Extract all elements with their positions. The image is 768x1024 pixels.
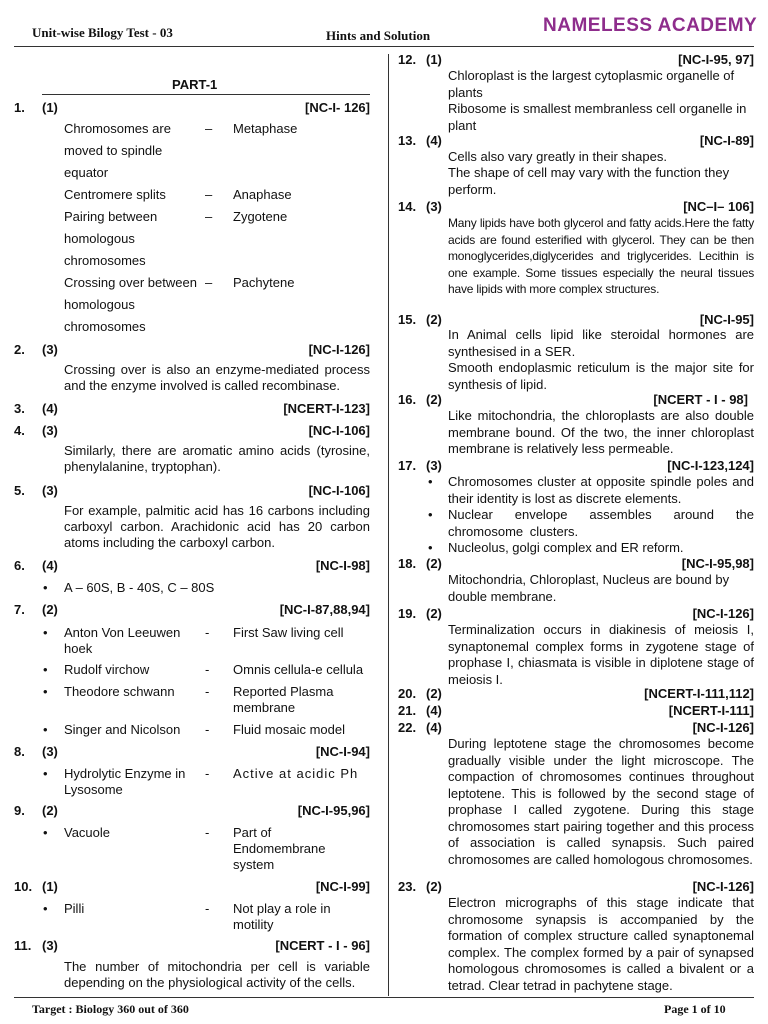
question-number: 17. xyxy=(398,458,417,473)
explanation-text: Cells also vary greatly in their shapes. xyxy=(448,149,667,164)
answer-option: (2) xyxy=(426,879,442,894)
reference-tag: [NC-I-89] xyxy=(699,133,754,148)
question-number: 14. xyxy=(398,199,417,214)
question-number: 20. xyxy=(398,686,417,701)
answer-option: (2) xyxy=(42,602,58,617)
answer-option: (3) xyxy=(42,744,58,759)
question-number: 15. xyxy=(398,312,417,327)
explanation-text: Mitochondria, Chloroplast, Nucleus are bound by double membrane. xyxy=(448,572,730,604)
reference-tag: [NC-I-95] xyxy=(699,312,754,327)
bullet-text: Nucleolus, golgi complex and ER reform. xyxy=(448,540,684,555)
match-left: Centromere splits xyxy=(64,187,166,202)
match-left: Pairing between homologous chromosomes xyxy=(64,209,158,268)
explanation-text: For example, palmitic acid has 16 carbons including carboxyl carbon. Arachidonic acid has 20 carbon atoms including the carboxyl carbon. xyxy=(64,503,370,550)
question-number: 9. xyxy=(14,803,25,818)
explanation-text: The shape of cell may vary with the function they perform. xyxy=(448,165,730,197)
match-right: Anaphase xyxy=(233,187,292,202)
header-divider xyxy=(14,46,754,47)
bullet-dot: • xyxy=(428,507,433,522)
bullet-dot: • xyxy=(43,901,48,916)
match-left: Anton Von Leeuwen hoek xyxy=(64,625,181,656)
answer-option: (3) xyxy=(42,423,58,438)
question-number: 7. xyxy=(14,602,25,617)
bullet-dot: • xyxy=(43,722,48,737)
explanation-text: Like mitochondria, the chloroplasts are also double membrane bound. Of the two, the inner chloroplast membrane is relatively less permeable. xyxy=(448,408,754,456)
bullet-dot: • xyxy=(43,825,48,840)
explanation-text: Terminalization occurs in diakinesis of meiosis I, synaptonemal complex forms in zygotene stage of prophase I, chiasmata is visible in diplotene stage of meiosis I. xyxy=(448,622,754,687)
match-dash: – xyxy=(205,275,213,290)
match-right: First Saw living cell xyxy=(233,625,344,640)
answer-option: (2) xyxy=(426,392,442,407)
explanation-text: Ribosome is smallest membranless cell organelle in plant xyxy=(448,101,747,133)
match-dash: - xyxy=(205,684,210,699)
question-number: 22. xyxy=(398,720,417,735)
reference-tag: [NCERT-I-111] xyxy=(668,703,754,718)
question-number: 4. xyxy=(14,423,25,438)
bullet-dot: • xyxy=(43,684,48,699)
match-right: Metaphase xyxy=(233,121,298,136)
match-right: Part of Endomembrane system xyxy=(233,825,326,872)
match-right: Fluid mosaic model xyxy=(233,722,345,737)
answer-option: (4) xyxy=(42,401,58,416)
match-dash: - xyxy=(205,722,210,737)
answer-option: (2) xyxy=(426,312,442,327)
reference-tag: [NCERT-I-111,112] xyxy=(644,686,754,701)
question-number: 3. xyxy=(14,401,25,416)
question-number: 19. xyxy=(398,606,417,621)
answer-option: (4) xyxy=(426,133,442,148)
answer-option: (2) xyxy=(426,556,442,571)
reference-tag: [NC–I– 106] xyxy=(683,199,754,214)
match-left: Hydrolytic Enzyme in Lysosome xyxy=(64,766,186,797)
match-left: Theodore schwann xyxy=(64,684,175,699)
match-dash: – xyxy=(205,187,213,202)
explanation-text: Chloroplast is the largest cytoplasmic organelle of plants xyxy=(448,68,735,100)
answer-option: (3) xyxy=(42,938,58,953)
reference-tag: [NC-I-99] xyxy=(315,879,370,894)
answer-option: (3) xyxy=(426,458,442,473)
reference-tag: [NC-I-126] xyxy=(692,720,754,735)
reference-tag: [NC-I-123,124] xyxy=(667,458,754,473)
reference-tag: [NC-I-106] xyxy=(308,483,370,498)
answer-option: (2) xyxy=(426,686,442,701)
bullet-text: A – 60S, B - 40S, C – 80S xyxy=(64,580,215,595)
match-right: Not play a role in motility xyxy=(233,901,331,932)
explanation-text: Crossing over is also an enzyme-mediated process and the enzyme involved is called recombinase. xyxy=(64,362,370,393)
question-number: 18. xyxy=(398,556,417,571)
reference-tag: [NC-I-106] xyxy=(308,423,370,438)
match-left: Rudolf virchow xyxy=(64,662,150,677)
question-number: 13. xyxy=(398,133,417,148)
explanation-text: Smooth endoplasmic reticulum is the major site for synthesis of lipid. xyxy=(448,360,754,392)
question-number: 21. xyxy=(398,703,417,718)
question-number: 1. xyxy=(14,100,25,115)
match-dash: - xyxy=(205,901,210,916)
bullet-text: Chromosomes cluster at opposite spindle poles and their identity is lost as discrete elements. xyxy=(448,474,754,506)
brand-logo: NAMELESS ACADEMY xyxy=(543,15,758,36)
footer-divider xyxy=(14,997,754,998)
question-number: 8. xyxy=(14,744,25,759)
answer-option: (1) xyxy=(42,100,58,115)
reference-tag: [NC-I-87,88,94] xyxy=(279,602,370,617)
part-divider xyxy=(42,94,370,95)
match-left: Singer and Nicolson xyxy=(64,722,181,737)
bullet-text: Nuclear envelope assembles around the chromosome clusters. xyxy=(448,507,754,539)
explanation-text: During leptotene stage the chromosomes become gradually visible under the light microscope. The compaction of chromosomes continues throughout leptotene. This is followed by the second stage of prophase I called zygotene. During this stage chromosomes start pairing together and this process of association is called synapsis. Such paired chromosomes are called homologous chromosomes. xyxy=(448,736,754,867)
explanation-text: Many lipids have both glycerol and fatty acids.Here the fatty acids are found esterified with glycerol. They can be then monoglycerides,diglycerides and triglycerides. Lecithin is one example. Some tissues especially the neural tissues have lipids with more complex structures. xyxy=(448,216,754,296)
question-number: 10. xyxy=(14,879,33,894)
match-dash: - xyxy=(205,625,210,640)
match-dash: - xyxy=(205,825,210,840)
question-number: 5. xyxy=(14,483,25,498)
match-left: Vacuole xyxy=(64,825,111,840)
bullet-dot: • xyxy=(43,580,48,595)
bullet-dot: • xyxy=(43,625,48,640)
reference-tag: [NC-I-95, 97] xyxy=(678,52,754,67)
question-number: 6. xyxy=(14,558,25,573)
reference-tag: [NC-I-95,96] xyxy=(297,803,370,818)
match-dash: – xyxy=(205,121,213,136)
reference-tag: [NCERT - I - 96] xyxy=(275,938,370,953)
reference-tag: [NC-I-98] xyxy=(315,558,370,573)
reference-tag: [NCERT-I-123] xyxy=(283,401,370,416)
match-left: Chromosomes are moved to spindle equator xyxy=(64,121,171,180)
match-right: Active at acidic Ph xyxy=(233,766,359,781)
answer-option: (2) xyxy=(42,803,58,818)
part-title: PART-1 xyxy=(172,77,218,92)
reference-tag: [NCERT - I - 98] xyxy=(653,392,748,407)
question-number: 12. xyxy=(398,52,417,67)
explanation-text: In Animal cells lipid like steroidal hormones are synthesised in a SER. xyxy=(448,327,754,359)
column-divider xyxy=(388,54,389,996)
answer-option: (2) xyxy=(426,606,442,621)
reference-tag: [NC-I-95,98] xyxy=(681,556,754,571)
footer-target: Target : Biology 360 out of 360 xyxy=(32,1002,189,1016)
question-number: 11. xyxy=(14,938,32,953)
match-right: Omnis cellula-e cellula xyxy=(233,662,364,677)
explanation-text: Electron micrographs of this stage indicate that chromosome synapsis is accompanied by the formation of complex structure called synaptonemal complex. The complex formed by a pair of synapsed homologous chromosomes is called a bivalent or a tetrad. Clear tetrad in pachytene stage. xyxy=(448,895,754,993)
answer-option: (4) xyxy=(426,720,442,735)
page-number: Page 1 of 10 xyxy=(664,1002,726,1016)
answer-option: (3) xyxy=(426,199,442,214)
answer-option: (3) xyxy=(42,342,58,357)
reference-tag: [NC-I-94] xyxy=(315,744,370,759)
bullet-dot: • xyxy=(428,474,433,489)
bullet-dot: • xyxy=(428,540,433,555)
answer-option: (4) xyxy=(426,703,442,718)
match-left: Crossing over between homologous chromosomes xyxy=(64,275,197,334)
answer-option: (3) xyxy=(42,483,58,498)
section-title: Hints and Solution xyxy=(326,28,431,43)
test-title: Unit-wise Bilogy Test - 03 xyxy=(32,25,173,40)
reference-tag: [NC-I-126] xyxy=(692,879,754,894)
question-number: 23. xyxy=(398,879,417,894)
explanation-text: Similarly, there are aromatic amino acids (tyrosine, phenylalanine, tryptophan). xyxy=(64,443,370,474)
answer-option: (4) xyxy=(42,558,58,573)
answer-option: (1) xyxy=(42,879,58,894)
explanation-text: The number of mitochondria per cell is variable depending on the physiological activity of the cells. xyxy=(64,959,370,990)
answer-option: (1) xyxy=(426,52,442,67)
reference-tag: [NC-I- 126] xyxy=(304,100,370,115)
bullet-dot: • xyxy=(43,662,48,677)
question-number: 2. xyxy=(14,342,25,357)
match-dash: - xyxy=(205,766,210,781)
match-dash: – xyxy=(205,209,213,224)
reference-tag: [NC-I-126] xyxy=(692,606,754,621)
match-left: Pilli xyxy=(64,901,85,916)
match-dash: - xyxy=(205,662,210,677)
match-right: Pachytene xyxy=(233,275,295,290)
match-right: Zygotene xyxy=(233,209,288,224)
match-right: Reported Plasma membrane xyxy=(233,684,334,715)
question-number: 16. xyxy=(398,392,417,407)
bullet-dot: • xyxy=(43,766,48,781)
reference-tag: [NC-I-126] xyxy=(308,342,370,357)
